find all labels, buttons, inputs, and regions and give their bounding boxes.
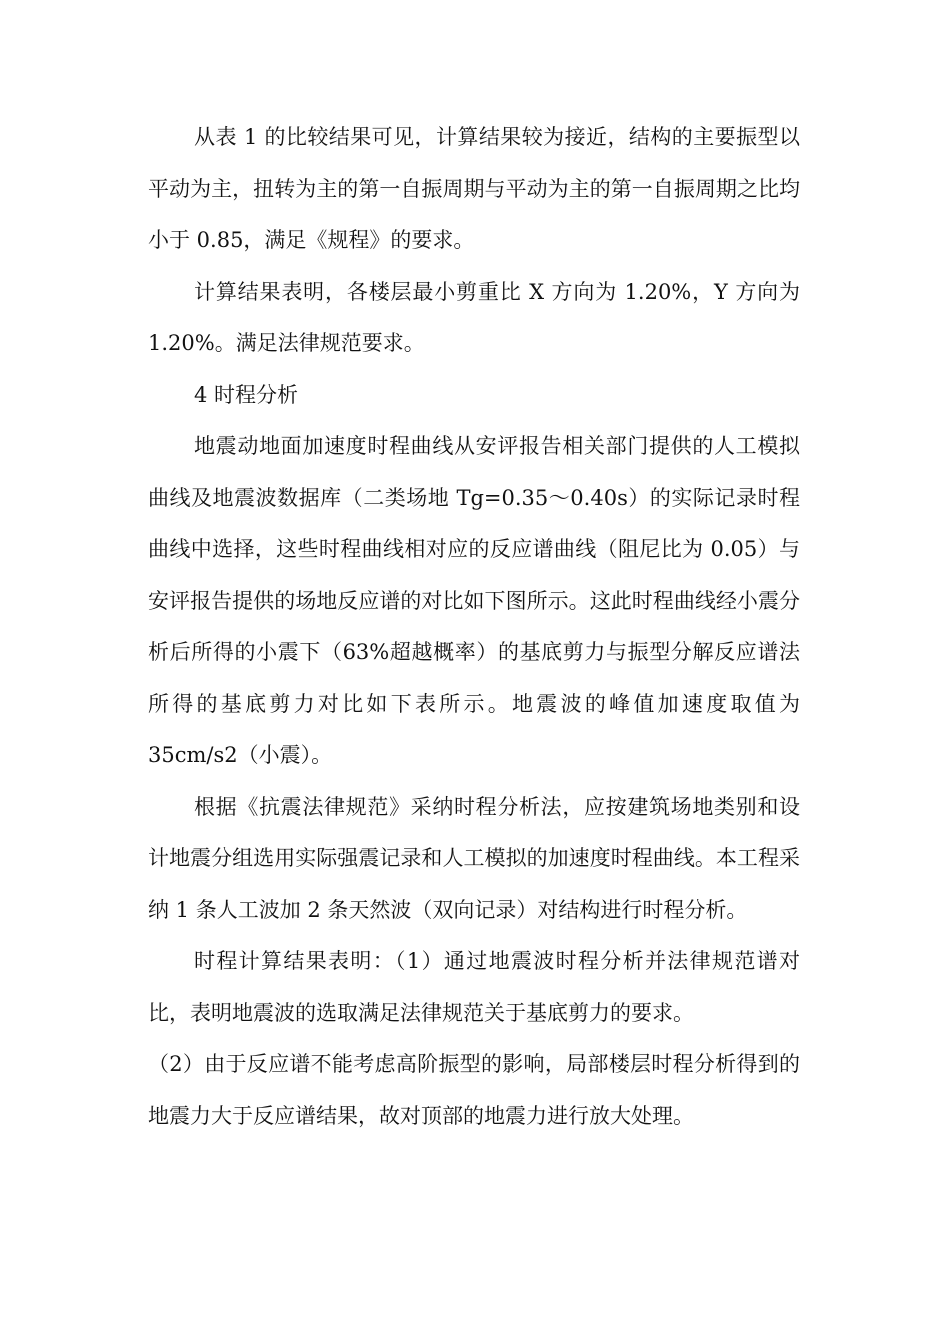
paragraph-results-1: 时程计算结果表明：（1）通过地震波时程分析并法律规范谱对比，表明地震波的选取满足法律规范关于基底剪力的要求。 (148, 949, 800, 1025)
paragraph-shear-weight-ratio: 计算结果表明，各楼层最小剪重比 X 方向为 1.20%，Y 方向为 1.20%。满足法律规范要求。 (148, 279, 800, 355)
document-body (148, 112, 800, 1142)
paragraph-results-2: （2）由于反应谱不能考虑高阶振型的影响，局部楼层时程分析得到的地震力大于反应谱结果，故对顶部的地震力进行放大处理。 (148, 1052, 800, 1128)
paragraph-mode-shape-comparison: 从表 1 的比较结果可见，计算结果较为接近，结构的主要振型以平动为主，扭转为主的第一自振周期与平动为主的第一自振周期之比均小于 0.85，满足《规程》的要求。 (148, 125, 800, 252)
paragraph-code-requirements: 根据《抗震法律规范》采纳时程分析法，应按建筑场地类别和设计地震分组选用实际强震记录和人工模拟的加速度时程曲线。本工程采纳 1 条人工波加 2 条天然波（双向记录）对结构进行时程分析。 (148, 794, 800, 922)
paragraph-acceleration-curves: 地震动地面加速度时程曲线从安评报告相关部门提供的人工模拟曲线及地震波数据库（二类场地 Tg=0.35～0.40s）的实际记录时程曲线中选择，这些时程曲线相对应的反应谱曲线（阻尼比为 0.05）与安评报告提供的场地反应谱的对比如下图所示。这此时程曲线经小震分析后所得的小震下（63%超越概率）的基底剪力与振型分解反应谱法所得的基底剪力对比如下表所示。地震波的峰值加速度取值为 35cm/s2（小震）。 (148, 434, 800, 767)
section-heading-time-history: 4 时程分析 (194, 382, 299, 407)
